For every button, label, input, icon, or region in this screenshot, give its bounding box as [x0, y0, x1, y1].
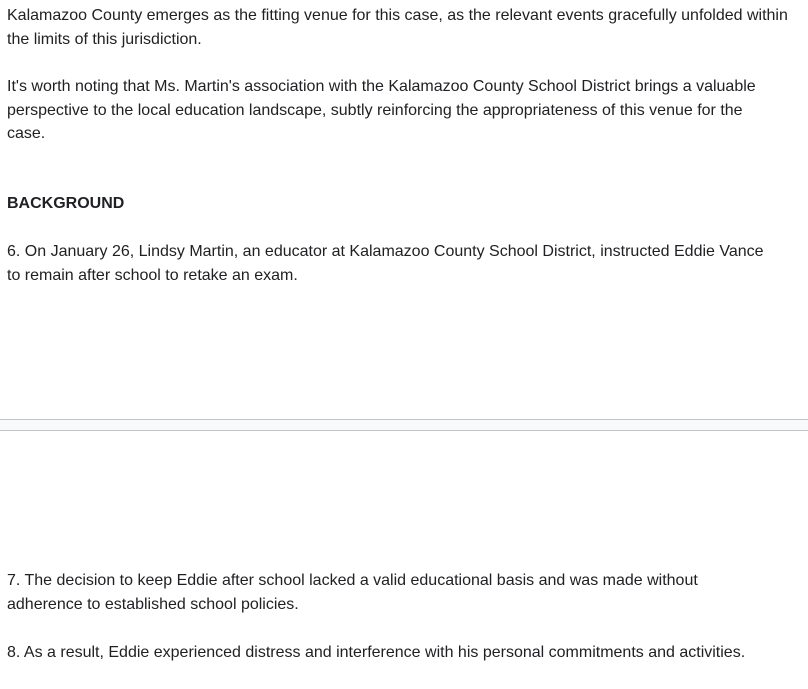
paragraph-6: 6. On January 26, Lindsy Martin, an educator at Kalamazoo County School District, instructed Eddie Vance to remain after school to retake an exam. [7, 243, 764, 284]
paragraph-association: It's worth noting that Ms. Martin's association with the Kalamazoo County School District brings a valuable perspective to the local education landscape, subtly reinforcing the appropriateness of this venue for the case. [7, 78, 756, 142]
page-break [0, 419, 808, 431]
paragraph-7: 7. The decision to keep Eddie after school lacked a valid educational basis and was made without adherence to established school policies. [7, 572, 698, 613]
paragraph-8: 8. As a result, Eddie experienced distress and interference with his personal commitments and activities. [7, 644, 746, 661]
paragraph-venue: Kalamazoo County emerges as the fitting venue for this case, as the relevant events gracefully unfolded within the limits of this jurisdiction. [7, 7, 788, 48]
section-heading-background: BACKGROUND [7, 195, 125, 212]
